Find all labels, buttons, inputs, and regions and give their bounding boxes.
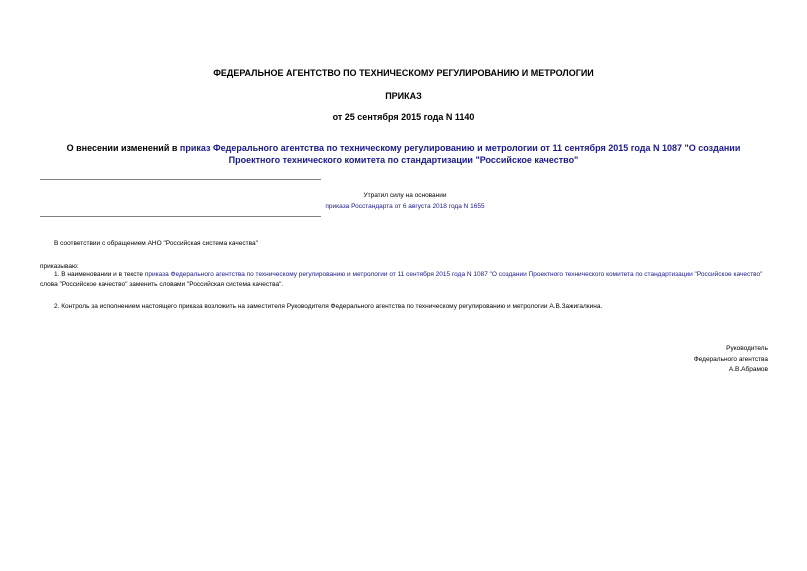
repeal-order-link[interactable]: приказа Росстандарта от 6 августа 2018 года N 1655 xyxy=(325,203,485,210)
basis-paragraph: В соответствии с обращением АНО "Российская система качества" xyxy=(54,240,258,247)
status-link-wrap xyxy=(280,201,530,212)
document-title xyxy=(40,142,767,166)
agency-name: ФЕДЕРАЛЬНОЕ АГЕНТСТВО ПО ТЕХНИЧЕСКОМУ РЕГУЛИРОВАНИЮ И МЕТРОЛОГИИ xyxy=(213,68,594,78)
signature-name: А.В.Абрамов xyxy=(728,366,768,373)
ordered-word: приказываю: xyxy=(40,263,79,270)
item-1-suffix: слова "Российское качество" заменить словами "Российская система качества". xyxy=(40,281,284,288)
item-1-paragraph xyxy=(40,270,770,290)
signature-position: Руководитель xyxy=(726,345,768,352)
signature-organization: Федерального агентства xyxy=(693,355,768,363)
document-type: ПРИКАЗ xyxy=(385,91,422,101)
title-order-link[interactable]: приказ Федерального агентства по техническому регулированию и метрологии от 11 сентября 2015 года N 1087 "О создании Проектного технического комитета по стандартизации "Российское качество" xyxy=(179,143,741,165)
item-2-paragraph: 2. Контроль за исполнением настоящего приказа возложить на заместителя Руководителя Федерального агентства по техническому регулированию и метрологии А.В.Зажигалкина. xyxy=(54,303,603,310)
status-top-divider xyxy=(40,179,321,180)
item-1-order-link[interactable]: приказа Федерального агентства по техническому регулированию и метрологии от 11 сентября 2015 года N 1087 "О создании Проектного технического комитета по стандартизации "Российское качество" xyxy=(144,271,763,278)
document-date-number: от 25 сентября 2015 года N 1140 xyxy=(332,112,475,122)
signature-block xyxy=(568,344,768,376)
title-prefix: О внесении изменений в xyxy=(66,143,180,153)
status-bottom-divider xyxy=(40,216,321,217)
item-1-prefix: 1. В наименовании и в тексте xyxy=(54,271,145,278)
status-note: Утратил силу на основании xyxy=(363,192,447,199)
